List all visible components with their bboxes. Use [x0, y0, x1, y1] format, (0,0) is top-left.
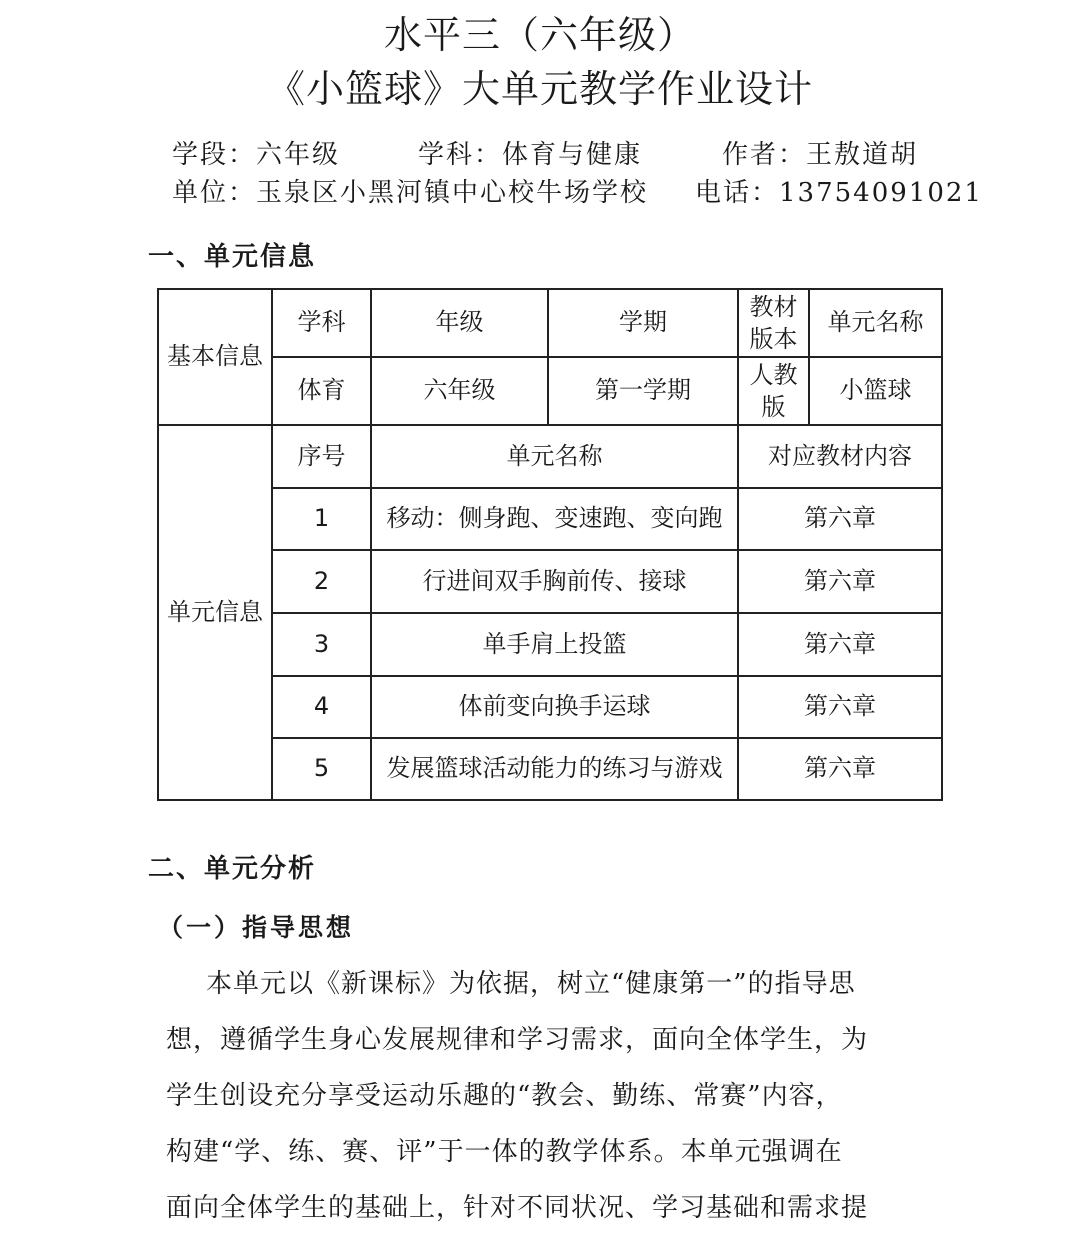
unit-content: 第六章 [738, 738, 942, 800]
unit-no: 2 [272, 550, 371, 613]
paragraph-line: 学生创设充分享受运动乐趣的“教会、勤练、常赛”内容， [166, 1081, 843, 1111]
header-textbook-edition [738, 289, 809, 357]
header-textbook-content: 对应教材内容 [738, 425, 942, 488]
unit-info-table [157, 288, 943, 801]
header-textbook-line2: 版本 [749, 325, 798, 353]
table-row [158, 738, 942, 800]
unit-content: 第六章 [738, 613, 942, 676]
unit-no: 4 [272, 676, 371, 738]
header-unit-title: 单元名称 [371, 425, 738, 488]
guiding-idea-paragraph [166, 956, 916, 1236]
section-heading-unit-info: 一、单元信息 [148, 242, 317, 272]
document-title-line2: 《小篮球》大单元教学作业设计 [266, 67, 813, 111]
value-grade: 六年级 [371, 357, 548, 425]
header-textbook-line1: 教材 [749, 292, 798, 321]
unit-no: 5 [272, 738, 371, 800]
header-unit-name: 单元名称 [809, 289, 942, 357]
unit-title: 单手肩上投篮 [371, 613, 738, 676]
header-grade: 年级 [371, 289, 548, 357]
table-row [158, 550, 942, 613]
document-title-line1: 水平三（六年级） [383, 13, 696, 57]
meta-subject: 学科：体育与健康 [418, 140, 643, 170]
value-textbook-line1: 人教 [749, 360, 798, 389]
paragraph-line: 面向全体学生的基础上，针对不同状况、学习基础和需求提 [166, 1193, 869, 1223]
unit-title: 体前变向换手运球 [371, 676, 738, 738]
unit-title: 移动：侧身跑、变速跑、变向跑 [371, 488, 738, 550]
unit-no: 3 [272, 613, 371, 676]
table-row [158, 676, 942, 738]
paragraph-line: 构建“学、练、赛、评”于一体的教学体系。本单元强调在 [166, 1137, 843, 1167]
value-term: 第一学期 [548, 357, 738, 425]
unit-content: 第六章 [738, 488, 942, 550]
paragraph-line: 想，遵循学生身心发展规律和学习需求，面向全体学生，为 [166, 1025, 869, 1055]
section-heading-unit-analysis: 二、单元分析 [148, 854, 317, 884]
header-term: 学期 [548, 289, 738, 357]
meta-author: 作者：王敖道胡 [722, 140, 919, 170]
basic-value-row [158, 357, 942, 425]
subsection-heading-guiding-idea: （一）指导思想 [158, 913, 355, 942]
header-seq: 序号 [272, 425, 371, 488]
meta-phone: 电话：13754091021 [695, 178, 983, 208]
unit-title: 发展篮球活动能力的练习与游戏 [371, 738, 738, 800]
unit-content: 第六章 [738, 676, 942, 738]
unit-no: 1 [272, 488, 371, 550]
header-subject: 学科 [272, 289, 371, 357]
unit-header-row [158, 425, 942, 488]
unit-title: 行进间双手胸前传、接球 [371, 550, 738, 613]
value-textbook-edition [738, 357, 809, 425]
meta-stage: 学段：六年级 [172, 140, 341, 170]
basic-header-row [158, 289, 942, 357]
table-row [158, 488, 942, 550]
meta-unit: 单位：玉泉区小黑河镇中心校牛场学校 [172, 178, 649, 208]
table-row [158, 613, 942, 676]
paragraph-line: 本单元以《新课标》为依据，树立“健康第一”的指导思 [206, 969, 856, 999]
unit-info-label: 单元信息 [158, 425, 272, 800]
unit-content: 第六章 [738, 550, 942, 613]
value-unit-name: 小篮球 [809, 357, 942, 425]
basic-info-label: 基本信息 [158, 289, 272, 425]
value-textbook-line2: 版 [761, 393, 786, 421]
value-subject: 体育 [272, 357, 371, 425]
